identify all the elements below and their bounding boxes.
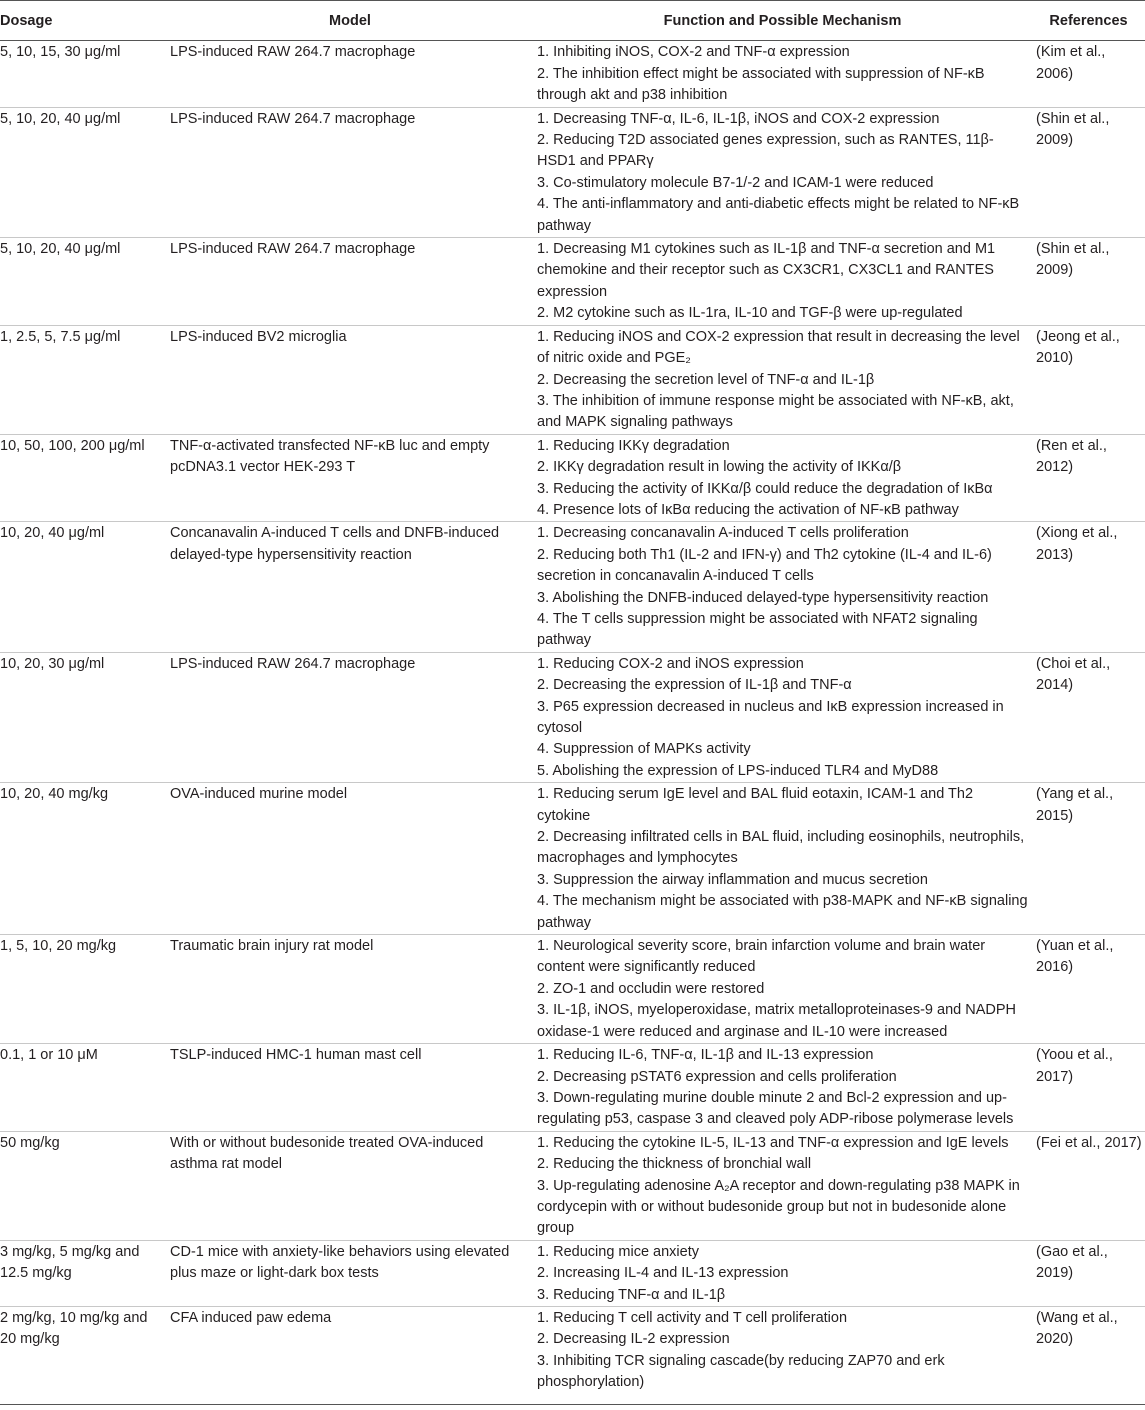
- header-dosage: Dosage: [0, 1, 167, 41]
- dosage-cell-text: 3 mg/kg, 5 mg/kg and 12.5 mg/kg: [0, 1243, 140, 1282]
- dosage-cell-text: 5, 10, 15, 30 μg/ml: [0, 44, 121, 61]
- table-row: [0, 1240, 1145, 1306]
- dosage-cell-text: 10, 20, 40 mg/kg: [0, 786, 109, 803]
- reference-cell-text: (Xiong et al., 2013): [1036, 525, 1118, 563]
- reference-cell-text: (Wang et al., 2020): [1036, 1309, 1118, 1348]
- function-cell: [533, 325, 1032, 434]
- header-references: References: [1032, 1, 1145, 41]
- table-header: [0, 1, 1145, 41]
- reference-cell: [1032, 41, 1145, 107]
- function-list: [537, 522, 1030, 651]
- dosage-cell-text: 1, 2.5, 5, 7.5 μg/ml: [0, 328, 121, 345]
- model-cell: [167, 325, 533, 434]
- function-list: [537, 1044, 1030, 1131]
- model-cell: [167, 783, 533, 935]
- function-item: 1. Reducing serum IgE level and BAL fluid eotaxin, ICAM-1 and Th2 cytokine: [537, 786, 974, 824]
- function-item: 1. Reducing iNOS and COX-2 expression that result in decreasing the level of nitric oxide and PGE₂: [537, 328, 1020, 367]
- dosage-cell-text: 2 mg/kg, 10 mg/kg and 20 mg/kg: [0, 1309, 148, 1348]
- function-item: 2. Reducing both Th1 (IL-2 and IFN-γ) and Th2 cytokine (IL-4 and IL-6) secretion in concanavalin A-induced T cells: [537, 546, 992, 585]
- model-cell-text: LPS-induced RAW 264.7 macrophage: [170, 655, 416, 672]
- function-item: 1. Reducing IL-6, TNF-α, IL-1β and IL-13 expression: [537, 1047, 874, 1064]
- dosage-cell-text: 5, 10, 20, 40 μg/ml: [0, 110, 121, 127]
- function-cell: [533, 238, 1032, 326]
- reference-cell-text: (Shin et al., 2009): [1036, 110, 1110, 149]
- table-row: [0, 325, 1145, 434]
- model-cell: [167, 1240, 533, 1306]
- model-cell: [167, 1306, 533, 1404]
- model-cell-text: With or without budesonide treated OVA-induced asthma rat model: [170, 1134, 484, 1173]
- function-item: 2. Decreasing the secretion level of TNF-α and IL-1β: [537, 371, 875, 388]
- function-item: 2. M2 cytokine such as IL-1ra, IL-10 and TGF-β were up-regulated: [537, 305, 963, 322]
- reference-cell: [1032, 935, 1145, 1044]
- function-item: 4. Suppression of MAPKs activity: [537, 741, 751, 758]
- table-row: [0, 434, 1145, 522]
- function-item: 3. Abolishing the DNFB-induced delayed-type hypersensitivity reaction: [537, 589, 989, 606]
- function-cell: [533, 783, 1032, 935]
- function-item: 2. ZO-1 and occludin were restored: [537, 980, 765, 997]
- function-cell: [533, 522, 1032, 652]
- model-cell-text: CFA induced paw edema: [170, 1309, 332, 1326]
- function-list: [537, 435, 1030, 522]
- function-cell: [533, 1131, 1032, 1240]
- table-row: [0, 238, 1145, 326]
- function-item: 1. Reducing COX-2 and iNOS expression: [537, 655, 804, 672]
- dosage-cell: [0, 434, 167, 522]
- reference-cell: [1032, 107, 1145, 237]
- function-cell: [533, 434, 1032, 522]
- reference-cell-text: (Yoou et al., 2017): [1036, 1047, 1113, 1085]
- function-item: 3. Co-stimulatory molecule B7-1/-2 and ICAM-1 were reduced: [537, 174, 934, 191]
- function-item: 2. Decreasing IL-2 expression: [537, 1331, 730, 1348]
- function-cell: [533, 1306, 1032, 1404]
- dosage-cell-text: 1, 5, 10, 20 mg/kg: [0, 938, 117, 955]
- table-row: [0, 1131, 1145, 1240]
- reference-cell-text: (Choi et al., 2014): [1036, 655, 1111, 694]
- function-list: [537, 1132, 1030, 1240]
- function-item: 4. Presence lots of IκBα reducing the activation of NF-κB pathway: [537, 501, 959, 518]
- reference-cell: [1032, 325, 1145, 434]
- dosage-cell-text: 10, 20, 40 μg/ml: [0, 525, 105, 542]
- function-item: 1. Reducing mice anxiety: [537, 1243, 699, 1260]
- model-cell: [167, 238, 533, 326]
- reference-cell-text: (Shin et al., 2009): [1036, 241, 1110, 279]
- function-list: [537, 1241, 1030, 1306]
- reference-cell: [1032, 652, 1145, 782]
- header-model: Model: [167, 1, 533, 41]
- dosage-cell-text: 10, 50, 100, 200 μg/ml: [0, 437, 145, 454]
- model-cell-text: OVA-induced murine model: [170, 786, 348, 803]
- model-cell: [167, 1044, 533, 1132]
- function-item: 3. Down-regulating murine double minute 2 and Bcl-2 expression and up-regulating p53, caspase 3 and cleaved poly ADP-ribose polymerase levels: [537, 1089, 1014, 1128]
- function-list: [537, 108, 1030, 237]
- function-item: 2. Increasing IL-4 and IL-13 expression: [537, 1265, 789, 1282]
- model-cell: [167, 41, 533, 107]
- dosage-cell-text: 5, 10, 20, 40 μg/ml: [0, 241, 121, 258]
- model-cell: [167, 652, 533, 782]
- function-item: 1. Reducing T cell activity and T cell proliferation: [537, 1309, 848, 1326]
- function-item: 1. Decreasing concanavalin A-induced T cells proliferation: [537, 525, 909, 542]
- dosage-cell: [0, 238, 167, 326]
- model-cell-text: Traumatic brain injury rat model: [170, 938, 374, 955]
- reference-cell-text: (Gao et al., 2019): [1036, 1243, 1108, 1282]
- function-item: 3. Suppression the airway inflammation and mucus secretion: [537, 871, 928, 888]
- header-function: [533, 1, 1032, 41]
- reference-cell: [1032, 783, 1145, 935]
- table-row: [0, 652, 1145, 782]
- dosage-cell: [0, 652, 167, 782]
- reference-cell-text: (Ren et al., 2012): [1036, 437, 1107, 476]
- reference-cell: [1032, 1044, 1145, 1132]
- function-item: 3. Up-regulating adenosine A₂A receptor and down-regulating p38 MAPK in cordycepin with or without budesonide group but not in budesonide alone group: [537, 1177, 1020, 1237]
- function-item: 2. Decreasing pSTAT6 expression and cells proliferation: [537, 1068, 897, 1085]
- reference-cell: [1032, 522, 1145, 652]
- dosage-cell-text: 50 mg/kg: [0, 1134, 60, 1151]
- dosage-cell: [0, 783, 167, 935]
- dosage-cell: [0, 325, 167, 434]
- function-item: 4. The mechanism might be associated with p38-MAPK and NF-κB signaling pathway: [537, 893, 1028, 931]
- function-item: 2. Decreasing the expression of IL-1β and TNF-α: [537, 677, 852, 694]
- function-item: 3. The inhibition of immune response might be associated with NF-κB, akt, and MAPK signaling pathways: [537, 392, 1014, 431]
- function-item: 3. P65 expression decreased in nucleus and IκB expression increased in cytosol: [537, 698, 1004, 736]
- function-list: [537, 783, 1030, 934]
- reference-cell: [1032, 1240, 1145, 1306]
- function-item: 2. IKKγ degradation result in lowing the activity of IKKα/β: [537, 459, 902, 476]
- header-row: [0, 1, 1145, 41]
- function-item: 1. Reducing IKKγ degradation: [537, 437, 730, 454]
- dosage-cell: [0, 935, 167, 1044]
- reference-cell-text: (Yang et al., 2015): [1036, 786, 1114, 824]
- dosage-cell: [0, 522, 167, 652]
- model-cell-text: Concanavalin A-induced T cells and DNFB-induced delayed-type hypersensitivity reaction: [170, 525, 500, 563]
- reference-cell: [1032, 1306, 1145, 1404]
- model-cell-text: LPS-induced RAW 264.7 macrophage: [170, 44, 416, 61]
- model-cell: [167, 1131, 533, 1240]
- reference-cell-text: (Kim et al., 2006): [1036, 44, 1106, 82]
- reference-cell-text: (Fei et al., 2017): [1036, 1134, 1142, 1151]
- dosage-cell-text: 0.1, 1 or 10 μM: [0, 1047, 98, 1064]
- function-item: 3. Inhibiting TCR signaling cascade(by reducing ZAP70 and erk phosphorylation): [537, 1352, 945, 1391]
- dosage-cell-text: 10, 20, 30 μg/ml: [0, 655, 105, 672]
- model-cell-text: LPS-induced BV2 microglia: [170, 328, 347, 345]
- function-cell: [533, 935, 1032, 1044]
- function-item: 1. Reducing the cytokine IL-5, IL-13 and TNF-α expression and IgE levels: [537, 1134, 1009, 1151]
- function-cell: [533, 652, 1032, 782]
- table-row: [0, 1044, 1145, 1132]
- function-item: 4. The T cells suppression might be associated with NFAT2 signaling pathway: [537, 610, 978, 649]
- reference-cell-text: (Yuan et al., 2016): [1036, 938, 1114, 976]
- dosage-cell: [0, 1240, 167, 1306]
- function-list: [537, 1307, 1030, 1394]
- table-row: [0, 107, 1145, 237]
- table-row: [0, 41, 1145, 107]
- dosage-cell: [0, 107, 167, 237]
- function-list: [537, 653, 1030, 782]
- dosage-cell: [0, 41, 167, 107]
- function-list: [537, 238, 1030, 325]
- function-item: 1. Neurological severity score, brain infarction volume and brain water content were significantly reduced: [537, 938, 986, 976]
- dosage-cell: [0, 1306, 167, 1404]
- function-list: [537, 326, 1030, 434]
- function-item: 1. Decreasing M1 cytokines such as IL-1β and TNF-α secretion and M1 chemokine and their receptor such as CX3CR1, CX3CL1 and RANTES expression: [537, 241, 996, 300]
- function-item: 3. IL-1β, iNOS, myeloperoxidase, matrix metalloproteinases-9 and NADPH oxidase-1 were reduced and arginase and IL-10 were increased: [537, 1002, 1016, 1040]
- table-row: [0, 935, 1145, 1044]
- header-function-text: Function and Possible Mechanism: [663, 13, 902, 29]
- model-cell-text: TSLP-induced HMC-1 human mast cell: [170, 1047, 422, 1064]
- function-item: 3. Reducing TNF-α and IL-1β: [537, 1286, 726, 1303]
- model-cell-text: LPS-induced RAW 264.7 macrophage: [170, 241, 416, 258]
- function-item: 2. The inhibition effect might be associated with suppression of NF-κB through akt and p38 inhibition: [537, 65, 985, 104]
- function-item: 2. Reducing T2D associated genes expression, such as RANTES, 11β-HSD1 and PPARγ: [537, 132, 994, 170]
- model-cell: [167, 935, 533, 1044]
- table-row: [0, 783, 1145, 935]
- reference-cell: [1032, 238, 1145, 326]
- function-list: [537, 935, 1030, 1043]
- function-item: 1. Decreasing TNF-α, IL-6, IL-1β, iNOS and COX-2 expression: [537, 110, 940, 127]
- function-item: 2. Decreasing infiltrated cells in BAL fluid, including eosinophils, neutrophils, macrophages and lymphocytes: [537, 829, 1025, 867]
- reference-cell-text: (Jeong et al., 2010): [1036, 328, 1120, 367]
- reference-cell: [1032, 1131, 1145, 1240]
- model-cell-text: CD-1 mice with anxiety-like behaviors using elevated plus maze or light-dark box tests: [170, 1243, 510, 1282]
- reference-cell: [1032, 434, 1145, 522]
- table-row: [0, 1306, 1145, 1404]
- function-item: 2. Reducing the thickness of bronchial wall: [537, 1156, 812, 1173]
- dosage-cell: [0, 1131, 167, 1240]
- function-item: 5. Abolishing the expression of LPS-induced TLR4 and MyD88: [537, 762, 939, 779]
- model-cell-text: TNF-α-activated transfected NF-κB luc and empty pcDNA3.1 vector HEK-293 T: [170, 437, 490, 476]
- function-cell: [533, 1240, 1032, 1306]
- table-body: [0, 41, 1145, 1404]
- model-cell-text: LPS-induced RAW 264.7 macrophage: [170, 110, 416, 127]
- model-cell: [167, 434, 533, 522]
- function-item: 3. Reducing the activity of IKKα/β could reduce the degradation of IκBα: [537, 480, 993, 497]
- function-item: 4. The anti-inflammatory and anti-diabetic effects might be related to NF-κB pathway: [537, 196, 1020, 234]
- model-cell: [167, 107, 533, 237]
- function-item: 1. Inhibiting iNOS, COX-2 and TNF-α expression: [537, 44, 850, 61]
- model-cell: [167, 522, 533, 652]
- table-row: [0, 522, 1145, 652]
- dosage-cell: [0, 1044, 167, 1132]
- function-cell: [533, 1044, 1032, 1132]
- function-cell: [533, 107, 1032, 237]
- function-cell: [533, 41, 1032, 107]
- function-list: [537, 41, 1030, 106]
